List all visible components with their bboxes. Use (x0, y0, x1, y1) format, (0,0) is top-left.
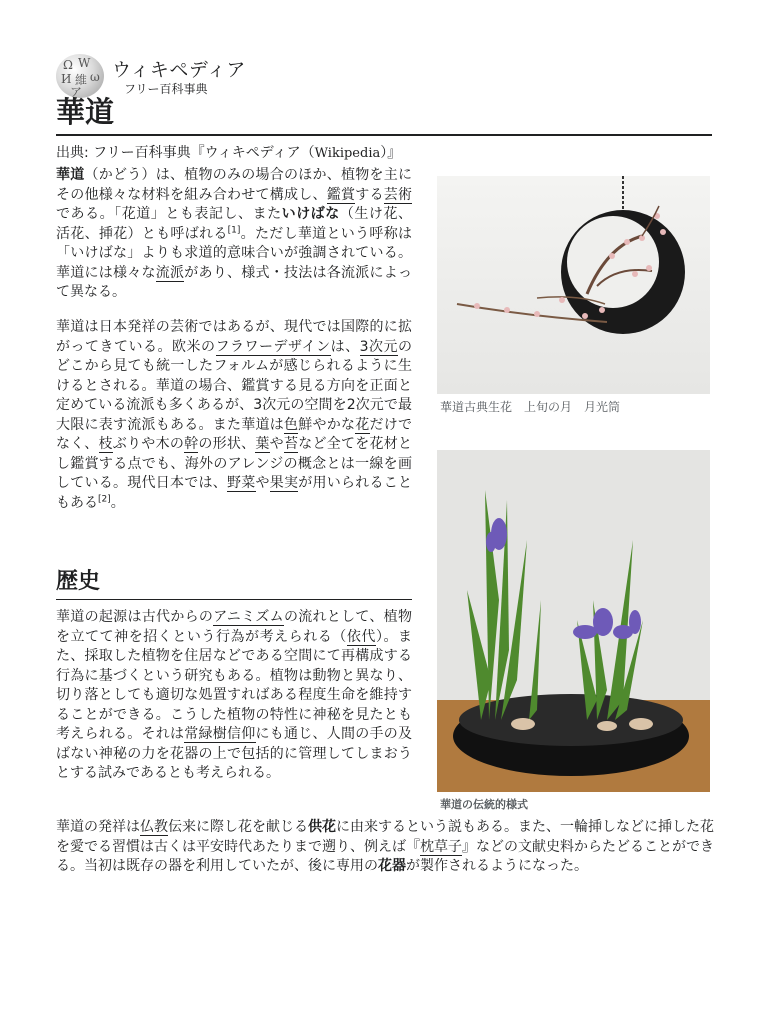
link-vegetable[interactable]: 野菜 (227, 475, 256, 491)
page-title: 華道 (56, 92, 712, 136)
link-animism[interactable]: アニミズム (213, 609, 284, 625)
history-paragraph: 華道の起源は古代からのアニミズムの流れとして、植物を立てて神を招くという行為が考えられる（依代）。また、採取した植物を住居などである空間にて再構成する行為に基づくという研究もある。植物は動物と異なり、切り落としても適切な処置すればある程度生命を維持することができる。こうした植物の特性に神秘を見たとも考えられる。それは常緑樹信仰にも通じ、人間の手の及ばない神秘の力を花器の上で包括的に管理してしまおうとする試みであるとも考えられる。 (56, 609, 413, 781)
figure-2-caption: 華道の伝統的様式 (440, 798, 528, 811)
link-makura-no-soshi[interactable]: 枕草子 (420, 838, 462, 855)
wikipedia-link[interactable]: Wikipedia (314, 146, 381, 161)
link-leaf[interactable]: 葉 (255, 436, 270, 452)
international-paragraph: 華道は日本発祥の芸術ではあるが、現代では国際的に拡がってきている。欧米のフラワーデザインは、3次元のどこから見ても統一したフォルムが感じられるように生けるとされる。華道の場合、鑑賞する見る方向を正面と定めている流派も多くあるが、3次元の空間を2次元で最大限に表す流派もある。また華道は色鮮やかな花だけでなく、枝ぶりや木の幹の形状、葉や苔など全てを花材とし鑑賞する点でも、海外のアレンジの概念とは一線を画している。現代日本では、野菜や果実が用いられることもある[2]。 (56, 319, 413, 511)
moon-vase-image (437, 176, 710, 394)
source-line: 出典: フリー百科事典『ウィキペディア（Wikipedia）』 (56, 145, 402, 161)
link-branch[interactable]: 枝 (98, 436, 113, 452)
logo-tagline: フリー百科事典 (124, 82, 208, 96)
wikipedia-globe-icon: Ω W И 維 ω ア (56, 54, 104, 98)
origin-paragraph: 華道の発祥は仏教伝来に際し花を献じる供花に由来するという説もある。また、一輪挿しなどに挿した花を愛でる習慣は古くは平安時代あたりまで遡り、例えば『枕草子』などの文献史料からたどることができる。当初は既存の器を利用していたが、後に専用の花器が製作されるようになった。 (56, 819, 714, 874)
logo-title: ウィキペディア (112, 59, 246, 81)
iris-arrangement-image (437, 450, 710, 792)
link-evergreen-belief[interactable]: 常緑樹信仰 (184, 726, 256, 742)
link-yorishiro[interactable]: 依代 (346, 628, 376, 645)
link-flower[interactable]: 花 (355, 416, 370, 433)
link-moss[interactable]: 苔 (283, 436, 299, 452)
link-3d[interactable]: 3次元 (359, 338, 399, 355)
figure-1-caption: 華道古典生花 上旬の月 月光筒 (440, 400, 621, 414)
link-color[interactable]: 色 (284, 416, 299, 433)
link-appreciation[interactable]: 鑑賞 (326, 186, 356, 203)
figure-moon-vase[interactable] (437, 176, 710, 394)
reference-link-2[interactable]: [2] (98, 493, 111, 504)
link-art[interactable]: 芸術 (383, 186, 412, 203)
link-flower-design[interactable]: フラワーデザイン (215, 338, 331, 355)
section-heading-history: 歴史 (56, 564, 412, 600)
link-fruit[interactable]: 果実 (269, 475, 299, 491)
link-trunk[interactable]: 幹 (184, 436, 199, 452)
link-buddhism[interactable]: 仏教 (140, 819, 168, 835)
link-school[interactable]: 流派 (155, 264, 185, 281)
intro-paragraph: 華道（かどう）は、植物のみの場合のほか、植物を主にその他様々な材料を組み合わせて構成し、鑑賞する芸術である。「花道」とも表記し、またいけばな（生け花、活花、挿花）とも呼ばれる[1]。ただし華道という呼称は「いけばな」よりも求道的意味合いが強調されている。華道には様々な流派があり、様式・技法は各流派によって異なる。 (56, 167, 413, 300)
figure-iris-arrangement[interactable] (437, 450, 710, 792)
reference-link-1[interactable]: [1] (227, 224, 241, 235)
